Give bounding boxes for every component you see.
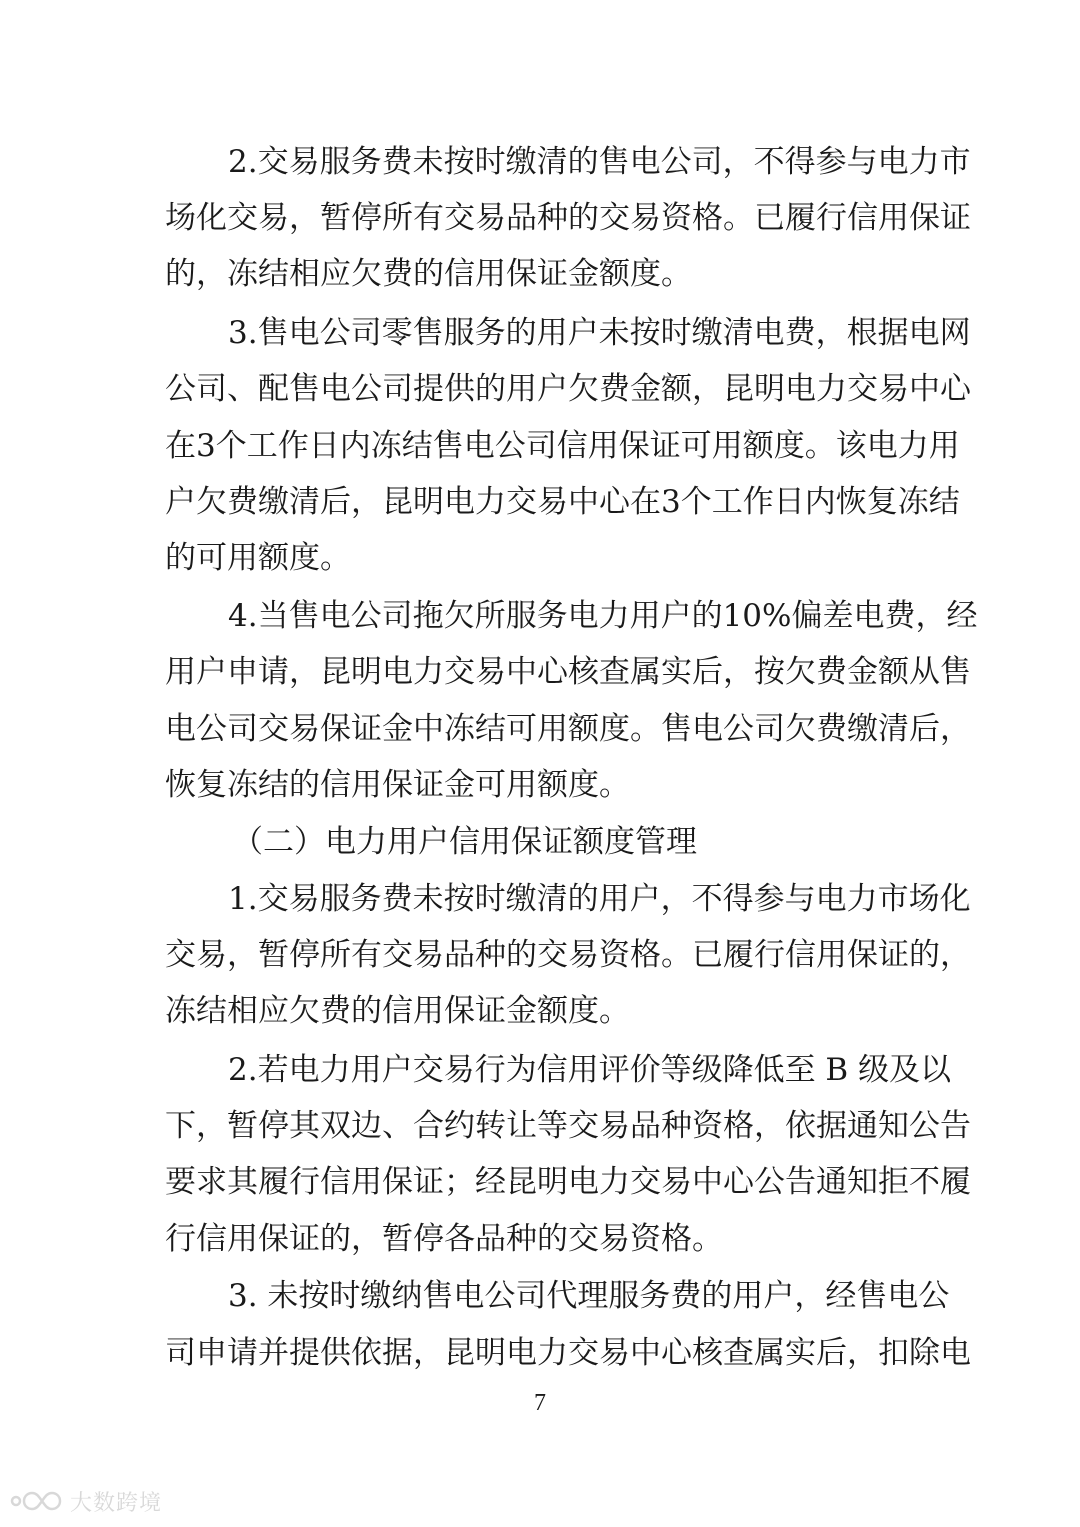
text-line: 恢复冻结的信用保证金可用额度。 [165, 767, 630, 803]
section-heading: （二）电力用户信用保证额度管理 [232, 824, 697, 860]
text-line: 户欠费缴清后，昆明电力交易中心在3个工作日内恢复冻结 [165, 484, 960, 520]
text-line: 冻结相应欠费的信用保证金额度。 [165, 993, 630, 1029]
text-line: 用户申请，昆明电力交易中心核查属实后，按欠费金额从售 [165, 654, 971, 690]
text-line: 交易，暂停所有交易品种的交易资格。已履行信用保证的， [165, 937, 971, 973]
text-line: 4.当售电公司拖欠所服务电力用户的10%偏差电费，经 [228, 598, 978, 634]
text-line: 的，冻结相应欠费的信用保证金额度。 [165, 256, 692, 292]
text-line: 在3个工作日内冻结售电公司信用保证可用额度。该电力用 [165, 428, 960, 464]
text-line: 1.交易服务费未按时缴清的用户，不得参与电力市场化 [228, 881, 971, 917]
text-line: 2.交易服务费未按时缴清的售电公司，不得参与电力市 [228, 144, 971, 180]
text-line: 公司、配售电公司提供的用户欠费金额，昆明电力交易中心 [165, 371, 971, 407]
text-line: 3. 未按时缴纳售电公司代理服务费的用户，经售电公 [228, 1278, 950, 1314]
watermark [10, 1486, 162, 1516]
text-line: 司申请并提供依据，昆明电力交易中心核查属实后，扣除电 [165, 1335, 971, 1371]
watermark-text: 大数跨境 [70, 1490, 163, 1516]
text-line: 2.若电力用户交易行为信用评价等级降低至 B 级及以 [228, 1052, 952, 1088]
text-line: 电公司交易保证金中冻结可用额度。售电公司欠费缴清后， [165, 711, 971, 747]
text-line: 场化交易，暂停所有交易品种的交易资格。已履行信用保证 [165, 200, 971, 236]
text-line: 要求其履行信用保证；经昆明电力交易中心公告通知拒不履 [165, 1164, 971, 1200]
infinity-logo-icon [10, 1489, 64, 1513]
text-line: 行信用保证的，暂停各品种的交易资格。 [165, 1221, 723, 1257]
page-number: 7 [534, 1390, 546, 1416]
text-line: 下，暂停其双边、合约转让等交易品种资格，依据通知公告 [165, 1108, 971, 1144]
text-line: 的可用额度。 [165, 540, 351, 576]
text-line: 3.售电公司零售服务的用户未按时缴清电费，根据电网 [228, 315, 971, 351]
